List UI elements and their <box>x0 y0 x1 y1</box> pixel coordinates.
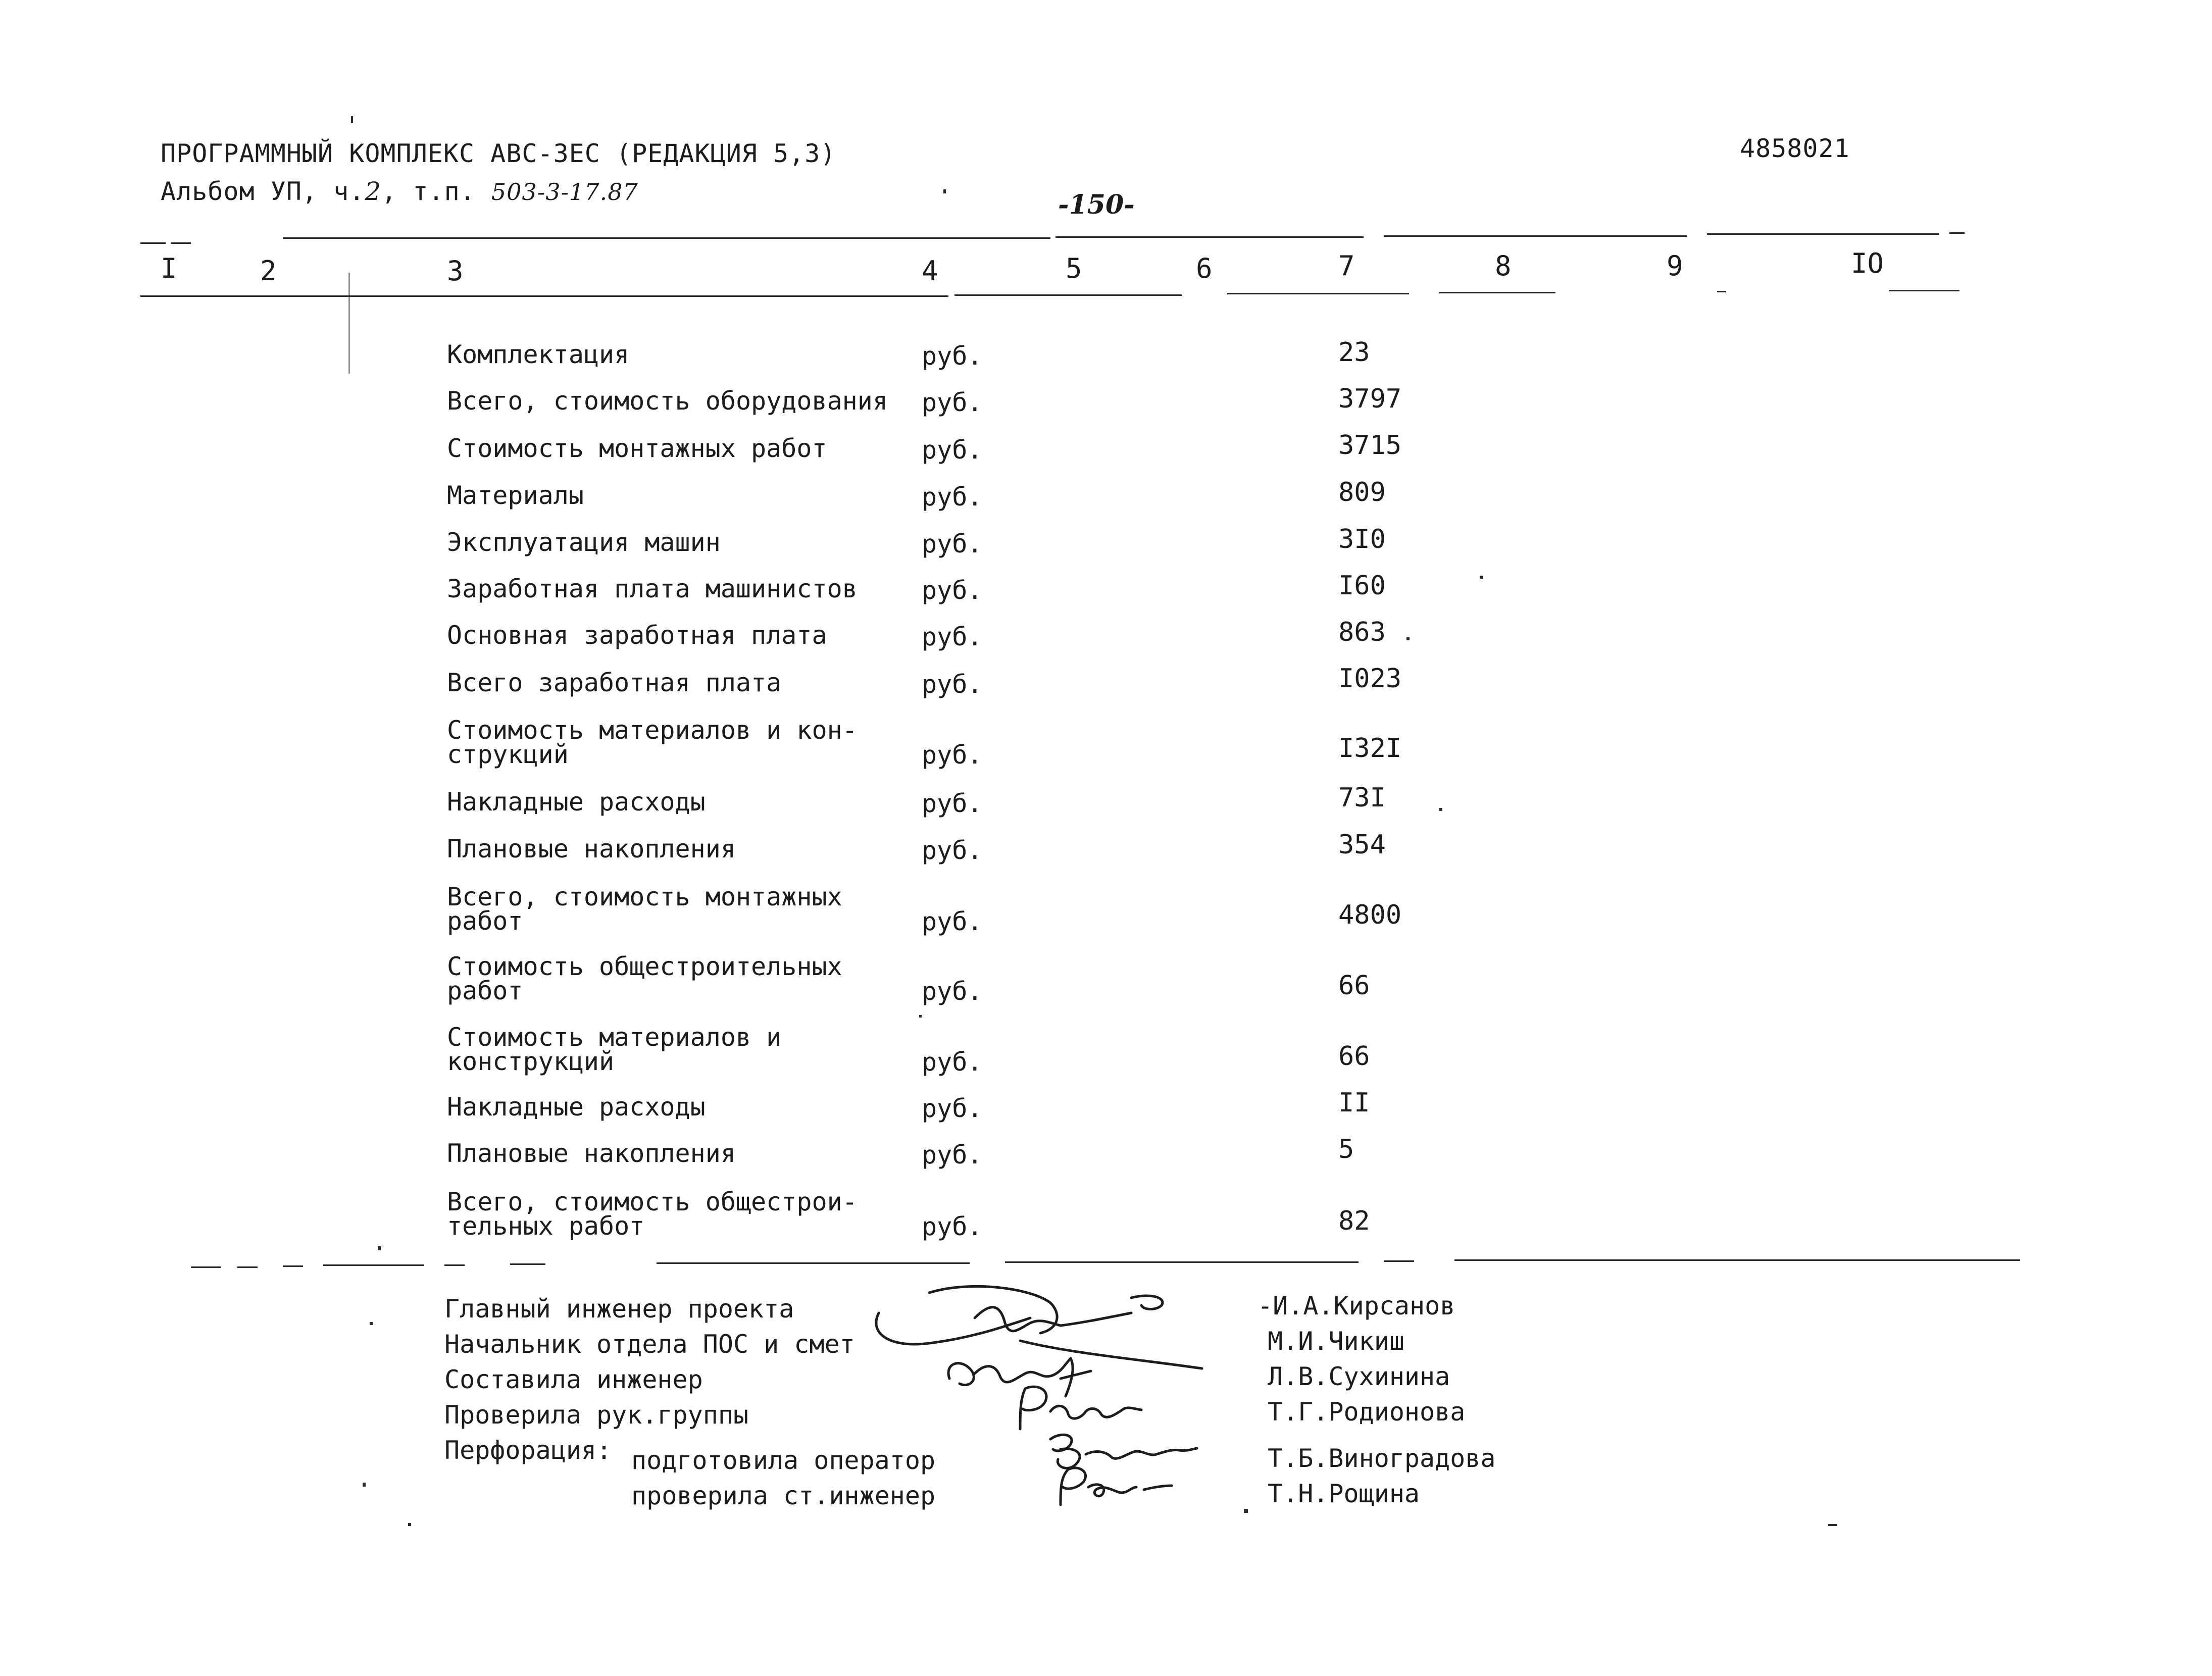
row-unit: руб. <box>922 435 983 465</box>
row-label: Стоимость монтажных работ <box>447 434 827 463</box>
row-value: 3I0 <box>1338 524 1386 554</box>
row-unit: руб. <box>922 529 983 558</box>
row-unit: руб. <box>922 1094 983 1123</box>
signature-role: Составила инженер <box>444 1365 703 1394</box>
doc-number: 4858021 <box>1740 134 1850 163</box>
row-label: Стоимость материалов и <box>447 1023 782 1052</box>
row-label: Стоимость общестроительных <box>447 952 842 981</box>
row-unit: руб. <box>922 977 983 1006</box>
row-unit: руб. <box>922 622 983 651</box>
row-label: Накладные расходы <box>447 787 706 817</box>
perforation-role: подготовила оператор <box>631 1446 936 1475</box>
row-label: Всего, стоимость общестрои- <box>447 1187 858 1216</box>
col-header-7: 7 <box>1338 250 1355 282</box>
row-value: I60 <box>1338 571 1386 601</box>
row-label: Материалы <box>447 481 584 510</box>
row-label: Накладные расходы <box>447 1092 706 1122</box>
perforation-name: Т.Б.Виноградова <box>1268 1444 1496 1473</box>
signature-name: Т.Г.Родионова <box>1268 1397 1466 1427</box>
signature-name: -И.А.Кирсанов <box>1258 1291 1455 1321</box>
row-label-continued: тельных работ <box>447 1211 645 1241</box>
row-value: 66 <box>1338 971 1370 1001</box>
col-header-9: 9 <box>1667 250 1683 282</box>
row-label: Плановые накопления <box>447 1139 736 1168</box>
row-unit: руб. <box>922 482 983 512</box>
row-unit: руб. <box>922 576 983 605</box>
row-value: 73I <box>1338 783 1386 813</box>
row-unit: руб. <box>922 1140 983 1170</box>
row-unit: руб. <box>922 1212 983 1241</box>
row-value: 3715 <box>1338 430 1402 461</box>
row-value: 5 <box>1338 1134 1354 1164</box>
col-header-4: 4 <box>922 255 938 287</box>
row-label: Стоимость материалов и кон- <box>447 716 858 745</box>
perforation-label: Перфорация: <box>444 1436 612 1465</box>
row-label-continued: конструкций <box>447 1047 615 1076</box>
album-number: 503-3-17.87 <box>491 178 638 206</box>
row-label: Комплектация <box>447 340 630 369</box>
album-reference <box>161 177 638 206</box>
col-header-10: IO <box>1851 247 1884 279</box>
row-value: 82 <box>1338 1206 1370 1236</box>
row-label: Всего, стоимость монтажных <box>447 882 842 911</box>
col-header-2: 2 <box>260 255 277 287</box>
perforation-role: проверила ст.инженер <box>631 1481 936 1510</box>
perforation-name: Т.Н.Рощина <box>1268 1479 1420 1508</box>
col-header-5: 5 <box>1066 252 1082 284</box>
row-value: I023 <box>1338 664 1402 694</box>
row-label: Заработная плата машинистов <box>447 574 858 603</box>
album-part: 2 <box>365 177 382 206</box>
row-value: 3797 <box>1338 384 1402 414</box>
row-label-continued: струкций <box>447 740 569 769</box>
album-tp: , т.п. <box>381 177 476 206</box>
signature-role: Проверила рук.группы <box>444 1400 749 1430</box>
page-number: -150- <box>1058 189 1135 220</box>
row-value: 4800 <box>1338 900 1402 930</box>
col-header-1: I <box>161 252 177 284</box>
row-unit: руб. <box>922 670 983 699</box>
signature-role: Главный инженер проекта <box>444 1294 794 1324</box>
row-label-continued: работ <box>447 976 523 1005</box>
row-label: Основная заработная плата <box>447 621 827 650</box>
col-header-8: 8 <box>1495 250 1512 282</box>
row-label-continued: работ <box>447 906 523 936</box>
col-header-6: 6 <box>1196 252 1213 284</box>
row-label: Всего, стоимость оборудования <box>447 386 888 416</box>
signature-rodionova <box>1005 1384 1157 1434</box>
signature-name: М.И.Чикиш <box>1268 1327 1404 1356</box>
album-prefix: Альбом УП, ч. <box>161 177 365 206</box>
program-title: ПРОГРАММНЫЙ КОМПЛЕКС АВС-3ЕС (РЕДАКЦИЯ 5,3) <box>161 139 836 168</box>
row-unit: руб. <box>922 789 983 818</box>
row-label: Плановые накопления <box>447 834 736 864</box>
row-unit: руб. <box>922 740 983 770</box>
row-unit: руб. <box>922 907 983 936</box>
row-value: I32I <box>1338 733 1402 764</box>
signature-roshchina <box>1045 1464 1177 1510</box>
row-unit: руб. <box>922 1047 983 1077</box>
row-label: Эксплуатация машин <box>447 528 721 557</box>
signature-name: Л.В.Сухинина <box>1268 1362 1450 1391</box>
row-unit: руб. <box>922 388 983 417</box>
row-value: 23 <box>1338 337 1370 368</box>
signature-role: Начальник отдела ПОС и смет <box>444 1330 855 1359</box>
row-value: II <box>1338 1088 1370 1118</box>
row-unit: руб. <box>922 341 983 371</box>
row-value: 809 <box>1338 477 1386 507</box>
row-label: Всего заработная плата <box>447 668 782 697</box>
row-value: 863 <box>1338 617 1386 647</box>
row-unit: руб. <box>922 836 983 865</box>
row-value: 66 <box>1338 1041 1370 1072</box>
col-header-3: 3 <box>447 255 464 287</box>
row-value: 354 <box>1338 830 1386 860</box>
